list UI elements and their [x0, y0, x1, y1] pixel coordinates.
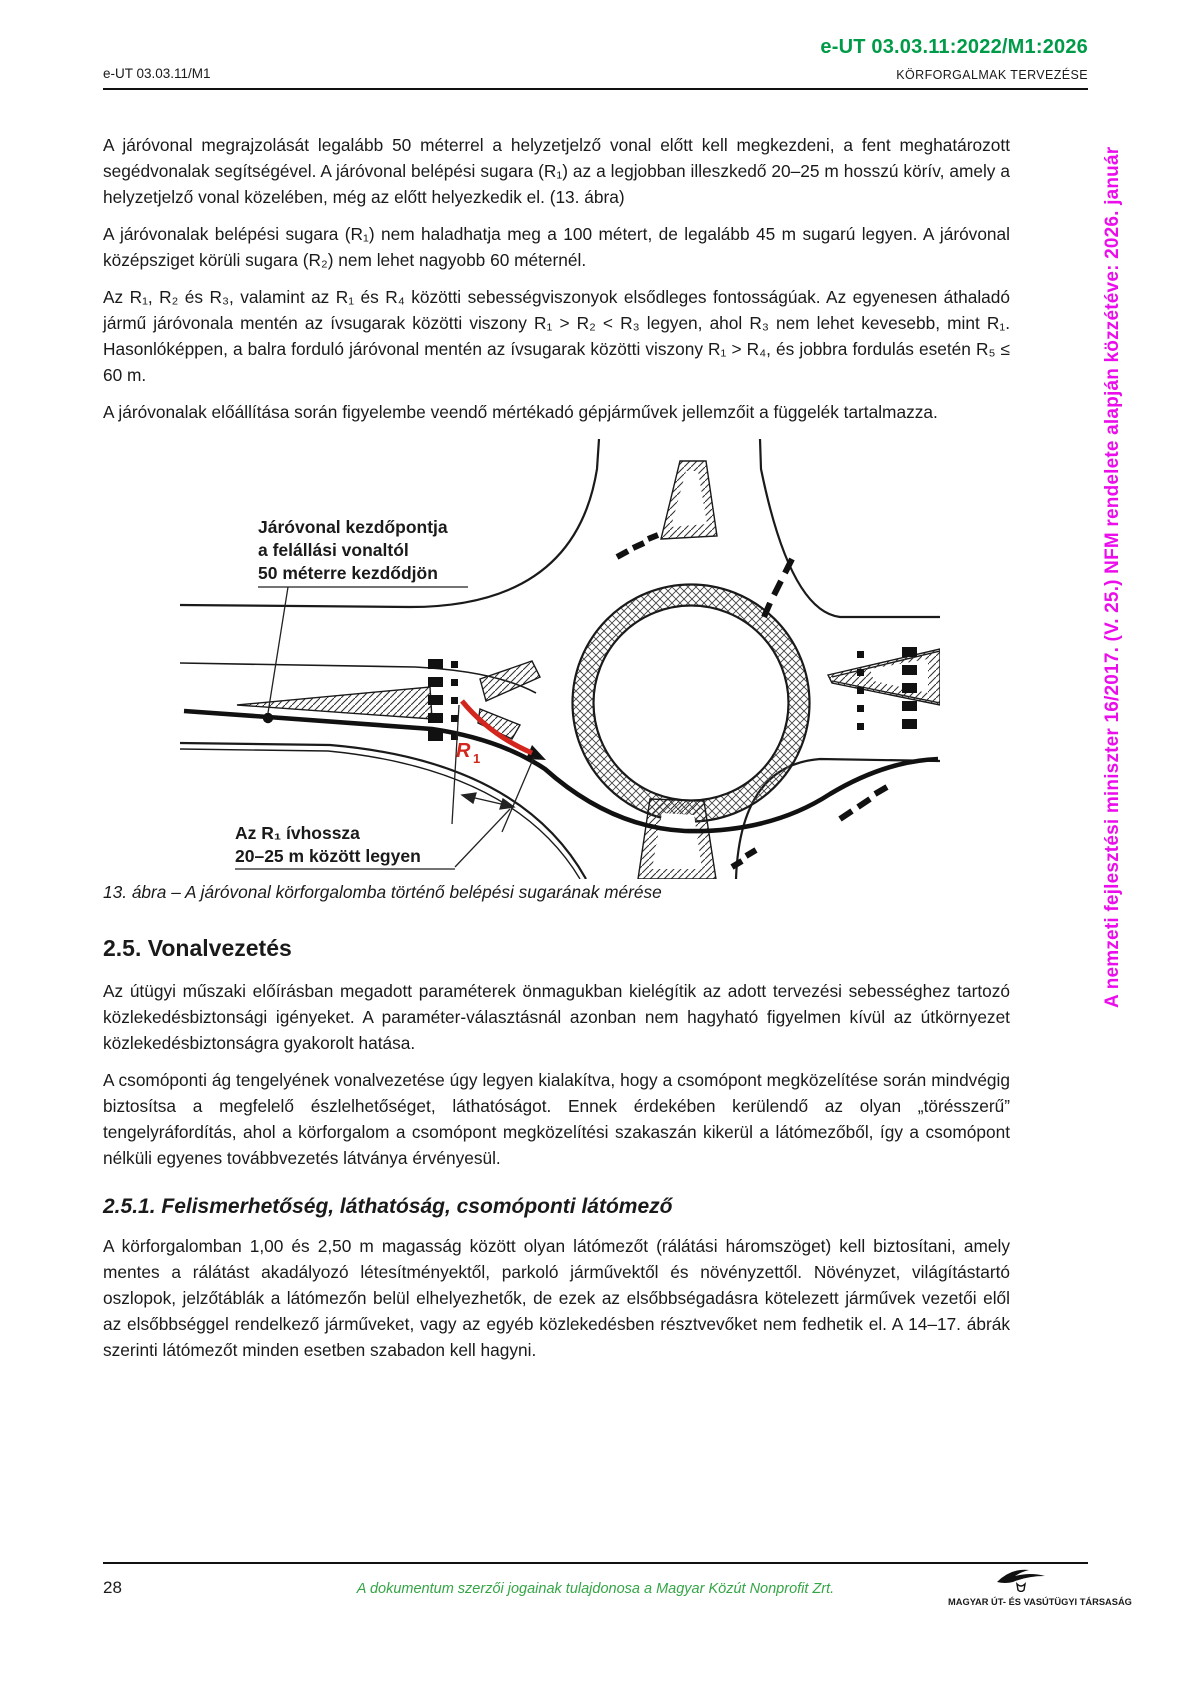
road-swoosh-icon: [991, 1566, 1051, 1592]
roundabout-drawing: [180, 439, 940, 879]
organization-logo: [948, 1566, 1132, 1607]
roundabout-ring: [573, 585, 810, 822]
page-number: 28: [103, 1578, 122, 1597]
footer-rule: [103, 1562, 1088, 1564]
paragraph: A járóvonalak belépési sugara (R₁) nem haladhatja meg a 100 métert, de legalább 45 m sugarú legyen. A járóvonal középsziget körüli sugara (R₂) nem lehet nagyobb 60 méternél.: [103, 224, 1010, 270]
header-rule: [103, 88, 1088, 90]
svg-text:a felállási vonaltól: a felállási vonaltól: [258, 540, 409, 560]
doc-title: KÖRFORGALMAK TERVEZÉSE: [896, 68, 1088, 82]
text-column: [103, 132, 1010, 1374]
copyright-note: A dokumentum szerzői jogainak tulajdonosa a Magyar Közút Nonprofit Zrt.: [356, 1581, 835, 1597]
paragraph: A csomóponti ág tengelyének vonalvezetése úgy legyen kialakítva, hogy a csomópont megközelítése során mindvégig biztosítsa a megfelelő észlelhetőséget, láthatóságot. Ennek érdekében kerülendő az olyan „törésszerű” tengelyráfordítás, ahol a körforgalom a csomópont megközelítési szakaszán kikerül a látómezőből, így a csomópont nélküli egyenes továbbvezetés látványa érvényesül.: [103, 1070, 1010, 1168]
label-arc-length: [235, 823, 455, 869]
r1-label: R: [456, 740, 471, 762]
svg-text:Járóvonal kezdőpontja: Járóvonal kezdőpontja: [258, 517, 448, 537]
road-boundaries: [180, 439, 940, 879]
paragraph: A járóvonalak előállítása során figyelembe veendő mértékadó gépjárművek jellemzőit a függelék tartalmazza.: [103, 402, 938, 422]
svg-text:50 méterre kezdődjön: 50 méterre kezdődjön: [258, 563, 438, 583]
doc-code: e-UT 03.03.11/M1: [103, 66, 211, 81]
section-heading-2-5-1: 2.5.1. Felismerhetőség, láthatóság, csomóponti látómező: [103, 1195, 673, 1218]
label-path-start: [258, 517, 468, 587]
path-start-point: [263, 713, 273, 723]
section-heading-2-5: 2.5. Vonalvezetés: [103, 935, 292, 961]
r1-label-subscript: 1: [473, 751, 481, 766]
paragraph: A körforgalomban 1,00 és 2,50 m magasság között olyan látómezőt (rálátási háromszöget) kell biztosítani, amely mentes a rálátást akadályozó létesítményektől, parkoló járművektől és növényzettől. Növényzet, világítástartó oszlopok, jelzőtáblák a látómezőn belül elhelyezhetők, de ezek az elsőbbségadásra kötelezett járművek vezetői elől az elsőbbséggel rendelkező járműveket, vagy az egyéb közlekedésben résztvevőket nem fedhetik el. A 14–17. ábrák szerinti látómezőt minden esetben szabadon kell hagyni.: [103, 1236, 1010, 1360]
svg-text:Az R₁ ívhossza: Az R₁ ívhossza: [235, 823, 360, 843]
paragraph: Az útügyi műszaki előírásban megadott paraméterek önmagukban kielégítik az adott tervezési sebességhez tartozó közlekedésbiztonsági igényeket. A paraméter-választásnál azonban nem hagyható figyelmen kívül az útkörnyezet közlekedésbiztonságra gyakorolt hatása.: [103, 981, 1010, 1053]
organization-name: MAGYAR ÚT- ÉS VASÚTÜGYI TÁRSASÁG: [948, 1597, 1132, 1607]
decree-side-note: A nemzeti fejlesztési miniszter 16/2017. (V. 25.) NFM rendelete alapján közzétéve: 2026. január: [1102, 146, 1123, 1008]
figure-13-roundabout-diagram: [180, 439, 940, 879]
figure-caption: 13. ábra – A járóvonal körforgalomba történő belépési sugarának mérése: [103, 882, 662, 902]
paragraph: A járóvonal megrajzolását legalább 50 méterrel a helyzetjelző vonal előtt kell megkezdeni, a fent meghatározott segédvonalak segítségével. A járóvonal belépési sugara (R₁) az a legjobban illeszkedő 20–25 m hosszú körív, amely a helyzetjelző vonal közelében, még az előtt helyezkedik el. (13. ábra): [103, 135, 1010, 207]
doc-code-current: e-UT 03.03.11:2022/M1:2026: [820, 36, 1088, 58]
paragraph: Az R₁, R₂ és R₃, valamint az R₁ és R₄ közötti sebességviszonyok elsődleges fontosságúak. Az egyenesen áthaladó jármű járóvonala mentén az ívsugarak közötti viszony R₁ > R₂ < R₃ legyen, ahol R₃ nem lehet kevesebb, mint R₁. Hasonlóképpen, a balra forduló járóvonal mentén az ívsugarak közötti viszony R₁ > R₄, és jobbra fordulás esetén R₅ ≤ 60 m.: [103, 287, 1010, 385]
vehicle-path: [184, 711, 938, 831]
svg-text:20–25 m között legyen: 20–25 m között legyen: [235, 846, 421, 866]
